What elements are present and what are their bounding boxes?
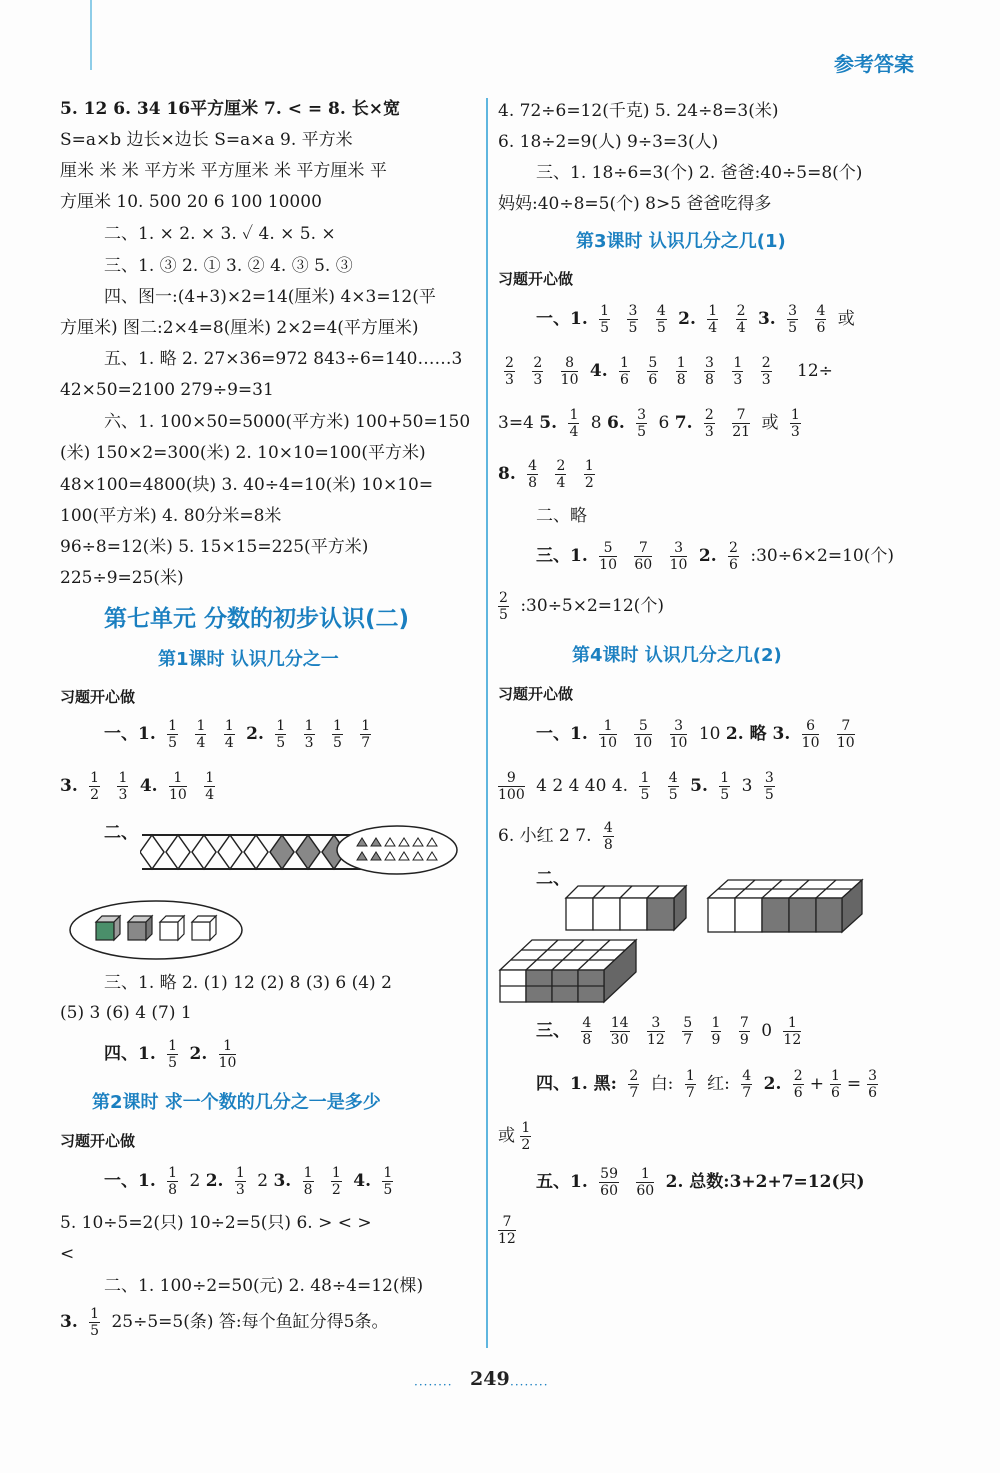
fraction: $\frac{1}{3}$ (790, 407, 800, 440)
fraction: $\frac{7}{9}$ (739, 1015, 749, 1048)
answer-row (104, 718, 377, 751)
lesson-title: 第3课时 认识几分之几(1) (576, 231, 786, 252)
fraction: $\frac{7}{60}$ (634, 540, 653, 573)
fraction: $\frac{1}{10}$ (218, 1038, 237, 1071)
footer-dots-right: ········ (510, 1378, 549, 1392)
question-number: 6. (607, 413, 625, 433)
fraction: $\frac{4}{8}$ (603, 820, 613, 853)
fraction: $\frac{4}{8}$ (528, 458, 538, 491)
answer-row (498, 407, 807, 440)
answer-line: 48×100=4800(块) 3. 40÷4=10(米) 10×10= (60, 475, 434, 495)
fraction: $\frac{1}{2}$ (521, 1120, 531, 1153)
question-number: 一、1. (104, 1171, 156, 1191)
answer-line: 5. 10÷5=2(只) 10÷2=5(只) 6. > < > (60, 1213, 372, 1233)
fraction: $\frac{1}{6}$ (620, 355, 629, 388)
fraction: $\frac{2}{5}$ (499, 590, 508, 623)
fraction: $\frac{2}{3}$ (505, 355, 514, 388)
fraction: $\frac{2}{6}$ (729, 540, 738, 573)
question-number: 4. (139, 776, 158, 796)
fraction: $\frac{1}{2}$ (584, 458, 594, 491)
fraction: $\frac{1}{4}$ (569, 407, 579, 440)
question-number: 5. (539, 413, 558, 433)
answer-line: S=a×b 边长×边长 S=a×a 9. 平方米 (60, 130, 353, 150)
practice-heading: 习题开心做 (60, 1132, 136, 1150)
fraction: $\frac{1}{8}$ (303, 1165, 313, 1198)
answer-line: 三、1. 略 2. (1) 12 (2) 8 (3) 6 (4) 2 (104, 973, 392, 993)
fraction: $\frac{1}{2}$ (90, 770, 100, 803)
practice-heading: 习题开心做 (498, 270, 574, 288)
fraction: $\frac{1}{3}$ (235, 1165, 245, 1198)
page-header: 参考答案 (834, 52, 914, 76)
fraction: $\frac{1}{4}$ (205, 770, 215, 803)
question-number: 四、1. 黑: (536, 1074, 617, 1094)
answer-line: (5) 3 (6) 4 (7) 1 (60, 1003, 192, 1023)
answer-line: 100(平方米) 4. 80分米=8米 (60, 506, 282, 526)
unit-title: 第七单元 分数的初步认识(二) (104, 606, 410, 632)
fraction: $\frac{2}{3}$ (704, 407, 714, 440)
practice-heading: 习题开心做 (498, 685, 574, 703)
fraction: $\frac{4}{5}$ (656, 303, 666, 336)
answer-line: 二、略 (536, 506, 587, 526)
fraction: $\frac{1}{5}$ (640, 770, 650, 803)
question-number: 2. (763, 1074, 782, 1094)
answer-value: 3 (741, 776, 753, 796)
answer-row (60, 770, 221, 803)
fraction: $\frac{1}{5}$ (720, 770, 730, 803)
fraction: $\frac{1}{5}$ (168, 718, 178, 751)
fraction: $\frac{2}{4}$ (736, 303, 746, 336)
fraction: $\frac{2}{3}$ (533, 355, 543, 388)
lesson-title: 第2课时 求一个数的几分之一是多少 (92, 1092, 381, 1113)
answer-row (536, 540, 894, 573)
answer-text: 白: (650, 1074, 674, 1094)
fraction: $\frac{1}{7}$ (361, 718, 371, 751)
fraction: $\frac{3}{12}$ (646, 1015, 665, 1048)
answer-value: 2 (257, 1171, 269, 1191)
answer-value: 8 (590, 413, 602, 433)
question-number: 一、1. (536, 309, 588, 329)
answer-text: 红: (707, 1074, 730, 1094)
answer-row (536, 718, 861, 751)
answer-line: 六、1. 100×50=5000(平方米) 100+50=150 (104, 412, 471, 432)
fraction: $\frac{8}{10}$ (560, 355, 579, 388)
fraction: $\frac{5}{10}$ (599, 540, 617, 573)
fraction: $\frac{7}{10}$ (836, 718, 855, 751)
column-divider (486, 98, 488, 1348)
fraction: $\frac{2}{6}$ (793, 1068, 803, 1101)
answer-line: 5. 12 6. 34 16平方厘米 7. < = 8. 长×宽 (60, 99, 400, 119)
footer-dots-left: ········ (414, 1378, 453, 1392)
answer-row (498, 770, 781, 803)
answer-line: 方厘米 10. 500 20 6 100 10000 (60, 192, 322, 212)
fraction: $\frac{4}{5}$ (668, 770, 678, 803)
answer-line: 二、1. 100÷2=50(元) 2. 48÷4=12(棵) (104, 1276, 424, 1296)
fraction: $\frac{1}{9}$ (711, 1015, 721, 1048)
answer-row (498, 590, 664, 623)
fraction: $\frac{1}{3}$ (733, 355, 743, 388)
question-number: 三、 (536, 1021, 570, 1041)
answer-line: < (60, 1244, 75, 1264)
question-number: 二、 (104, 823, 138, 843)
fraction: $\frac{1}{5}$ (168, 1038, 178, 1071)
question-number: 四、1. (104, 1044, 156, 1064)
fraction: $\frac{7}{21}$ (732, 407, 751, 440)
fraction: $\frac{1}{5}$ (600, 303, 610, 336)
answer-line: 厘米 米 米 平方米 平方厘米 米 平方厘米 平 (60, 161, 387, 181)
or-text: 或 (761, 413, 779, 433)
fraction: $\frac{3}{5}$ (788, 303, 798, 336)
fraction: $\frac{1}{60}$ (636, 1166, 655, 1199)
fraction: $\frac{1}{8}$ (676, 355, 686, 388)
answer-line: 二、1. × 2. × 3. ✓ 4. × 5. × (104, 224, 336, 244)
fraction: $\frac{3}{10}$ (669, 540, 688, 573)
fraction: $\frac{1}{5}$ (276, 718, 286, 751)
question-number: 2. (189, 1044, 208, 1064)
question-number: 一、1. (536, 724, 588, 744)
fraction: $\frac{4}{7}$ (742, 1068, 752, 1101)
fraction: $\frac{5}{10}$ (634, 718, 653, 751)
question-number: 7. (674, 413, 693, 433)
fraction: $\frac{6}{10}$ (801, 718, 820, 751)
fraction: $\frac{59}{60}$ (600, 1166, 618, 1199)
fraction: $\frac{1}{2}$ (331, 1165, 341, 1198)
answer-line: 96÷8=12(米) 5. 15×15=225(平方米) (60, 537, 369, 557)
fraction: $\frac{4}{6}$ (816, 303, 826, 336)
answer-line: 三、1. 18÷6=3(个) 2. 爸爸:40÷5=8(个) (536, 163, 863, 183)
fraction: $\frac{2}{3}$ (761, 355, 771, 388)
answer-row (498, 458, 601, 491)
cube-ellipse-figure (66, 898, 248, 962)
lesson-title: 第1课时 认识几分之一 (158, 649, 339, 670)
practice-heading: 习题开心做 (60, 688, 136, 706)
fraction: $\frac{1}{8}$ (168, 1165, 178, 1198)
fraction: $\frac{1}{4}$ (196, 718, 206, 751)
fraction: $\frac{1}{4}$ (708, 303, 718, 336)
answer-line: (米) 150×2=300(米) 2. 10×10=100(平方米) (60, 443, 426, 463)
answer-value: 6 (658, 413, 670, 433)
fraction: $\frac{5}{6}$ (648, 355, 658, 388)
answer-value: 0 (761, 1021, 773, 1041)
or-text: 或 (837, 309, 855, 329)
fraction: $\frac{14}{30}$ (610, 1015, 629, 1048)
answer-line: 方厘米) 图二:2×4=8(厘米) 2×2=4(平方厘米) (60, 318, 419, 338)
answer-value: 10 (698, 724, 721, 744)
fraction: $\frac{1}{12}$ (783, 1015, 802, 1048)
fraction: $\frac{3}{5}$ (628, 303, 638, 336)
fraction: $\frac{1}{7}$ (685, 1068, 695, 1101)
fraction: $\frac{1}{10}$ (168, 770, 187, 803)
question-number: 2. (246, 724, 264, 744)
fraction: $\frac{3}{5}$ (764, 770, 774, 803)
fraction: $\frac{1}{5}$ (332, 718, 342, 751)
answer-value: 2 (189, 1171, 201, 1191)
fraction: $\frac{3}{10}$ (669, 718, 688, 751)
cube-stack-figure (498, 938, 638, 1004)
fraction: $\frac{2}{4}$ (556, 458, 566, 491)
answer-row: 四、1. 黑: $\frac{2}{7}$ 白: $\frac{1}{7}$ 红: $\frac{4}{7}$ 2. $\frac{2}{6}$ + $\frac{1}{6}$ = $\frac{3}{6}$ (536, 1068, 878, 1101)
answer-line: 225÷9=25(米) (60, 568, 184, 588)
fraction: $\frac{1}{6}$ (830, 1068, 840, 1101)
fraction: $\frac{1}{4}$ (224, 718, 234, 751)
answer-row (104, 1038, 242, 1071)
or-text: 或 (498, 1126, 515, 1146)
question-number: 一、1. (104, 724, 156, 744)
fraction: $\frac{1}{3}$ (304, 718, 314, 751)
answer-text: 12÷ (797, 361, 833, 381)
answer-text: :30÷5×2=12(个) (520, 596, 664, 616)
lesson-title: 第4课时 认识几分之几(2) (572, 645, 782, 666)
question-number: 3. (60, 1312, 78, 1332)
answer-text: 4 2 4 40 4. (536, 776, 629, 796)
answer-line: 四、图一:(4+3)×2=14(厘米) 4×3=12(平 (104, 287, 436, 307)
question-number: 五、1. (536, 1172, 588, 1192)
answer-line: 6. 18÷2=9(人) 9÷3=3(人) (498, 132, 719, 152)
answer-text: 3=4 (498, 413, 534, 433)
answer-row: 一、1. $\frac{1}{8}$ 2 2. $\frac{1}{3}$ 2 3. $\frac{1}{8}$ $\frac{1}{2}$ 4. $\frac{1}{5}$ (104, 1165, 393, 1198)
fraction: $\frac{3}{5}$ (637, 407, 647, 440)
question-number: 5. (690, 776, 708, 796)
question-number: 二、 (536, 869, 570, 889)
fraction: $\frac{5}{7}$ (683, 1015, 693, 1048)
fraction: $\frac{7}{12}$ (498, 1214, 516, 1247)
fraction: $\frac{3}{8}$ (705, 355, 714, 388)
cube-row-figure-2 (706, 878, 864, 934)
fraction: $\frac{3}{6}$ (868, 1068, 878, 1101)
answer-text: 2. 总数:3+2+7=12(只) (665, 1172, 865, 1192)
top-margin-line (90, 0, 92, 70)
fraction: $\frac{1}{10}$ (599, 718, 617, 751)
fraction: $\frac{9}{100}$ (498, 770, 525, 803)
fraction: $\frac{1}{5}$ (90, 1306, 100, 1339)
question-number: 8. (498, 464, 516, 484)
answer-row (498, 820, 620, 853)
answer-text: 6. 小红 2 7. (498, 826, 592, 846)
question-number: 3. (60, 776, 78, 796)
fraction: $\frac{2}{7}$ (629, 1068, 639, 1101)
answer-line: 五、1. 略 2. 27×36=972 843÷6=140……3 (104, 349, 463, 369)
answer-text: :30÷6×2=10(个) (750, 546, 894, 566)
fraction: $\frac{1}{5}$ (383, 1165, 393, 1198)
answer-row: 一、1. $\frac{1}{5}$ $\frac{3}{5}$ $\frac{4}{5}$ 2. $\frac{1}{4}$ $\frac{2}{4}$ 3. $\frac{3}{5}$ $\frac{4}{6}$ 或 (536, 303, 855, 336)
answer-line: 42×50=2100 279÷9=31 (60, 380, 274, 400)
page-number: 249 (470, 1368, 510, 1390)
answer-line: 三、1. ③ 2. ① 3. ② 4. ③ 5. ③ (104, 256, 353, 276)
answer-row (536, 1166, 865, 1199)
answer-line: 妈妈:40÷8=5(个) 8>5 爸爸吃得多 (498, 194, 772, 214)
answer-line: 4. 72÷6=12(千克) 5. 24÷8=3(米) (498, 101, 779, 121)
question-number: 2. (698, 546, 717, 566)
answer-row (60, 1306, 388, 1339)
fraction: $\frac{4}{8}$ (582, 1015, 592, 1048)
triangle-ellipse-figure (335, 824, 460, 876)
question-number: 三、1. (536, 546, 588, 566)
answer-row (498, 1120, 537, 1153)
answer-row: $\frac{2}{3}$ $\frac{2}{3}$ $\frac{8}{10}$ 4. $\frac{1}{6}$ $\frac{5}{6}$ $\frac{1}{8}$ $\frac{3}{8}$ $\frac{1}{3}$ $\frac{2}{3}$ 12÷ (505, 355, 833, 388)
fraction: $\frac{1}{3}$ (118, 770, 128, 803)
question-number: 2. 略 3. (725, 724, 791, 744)
cube-row-figure-1 (564, 884, 688, 932)
answer-text: 25÷5=5(条) 答:每个鱼缸分得5条。 (111, 1312, 389, 1332)
answer-row (498, 1214, 522, 1247)
answer-row (536, 1015, 807, 1048)
